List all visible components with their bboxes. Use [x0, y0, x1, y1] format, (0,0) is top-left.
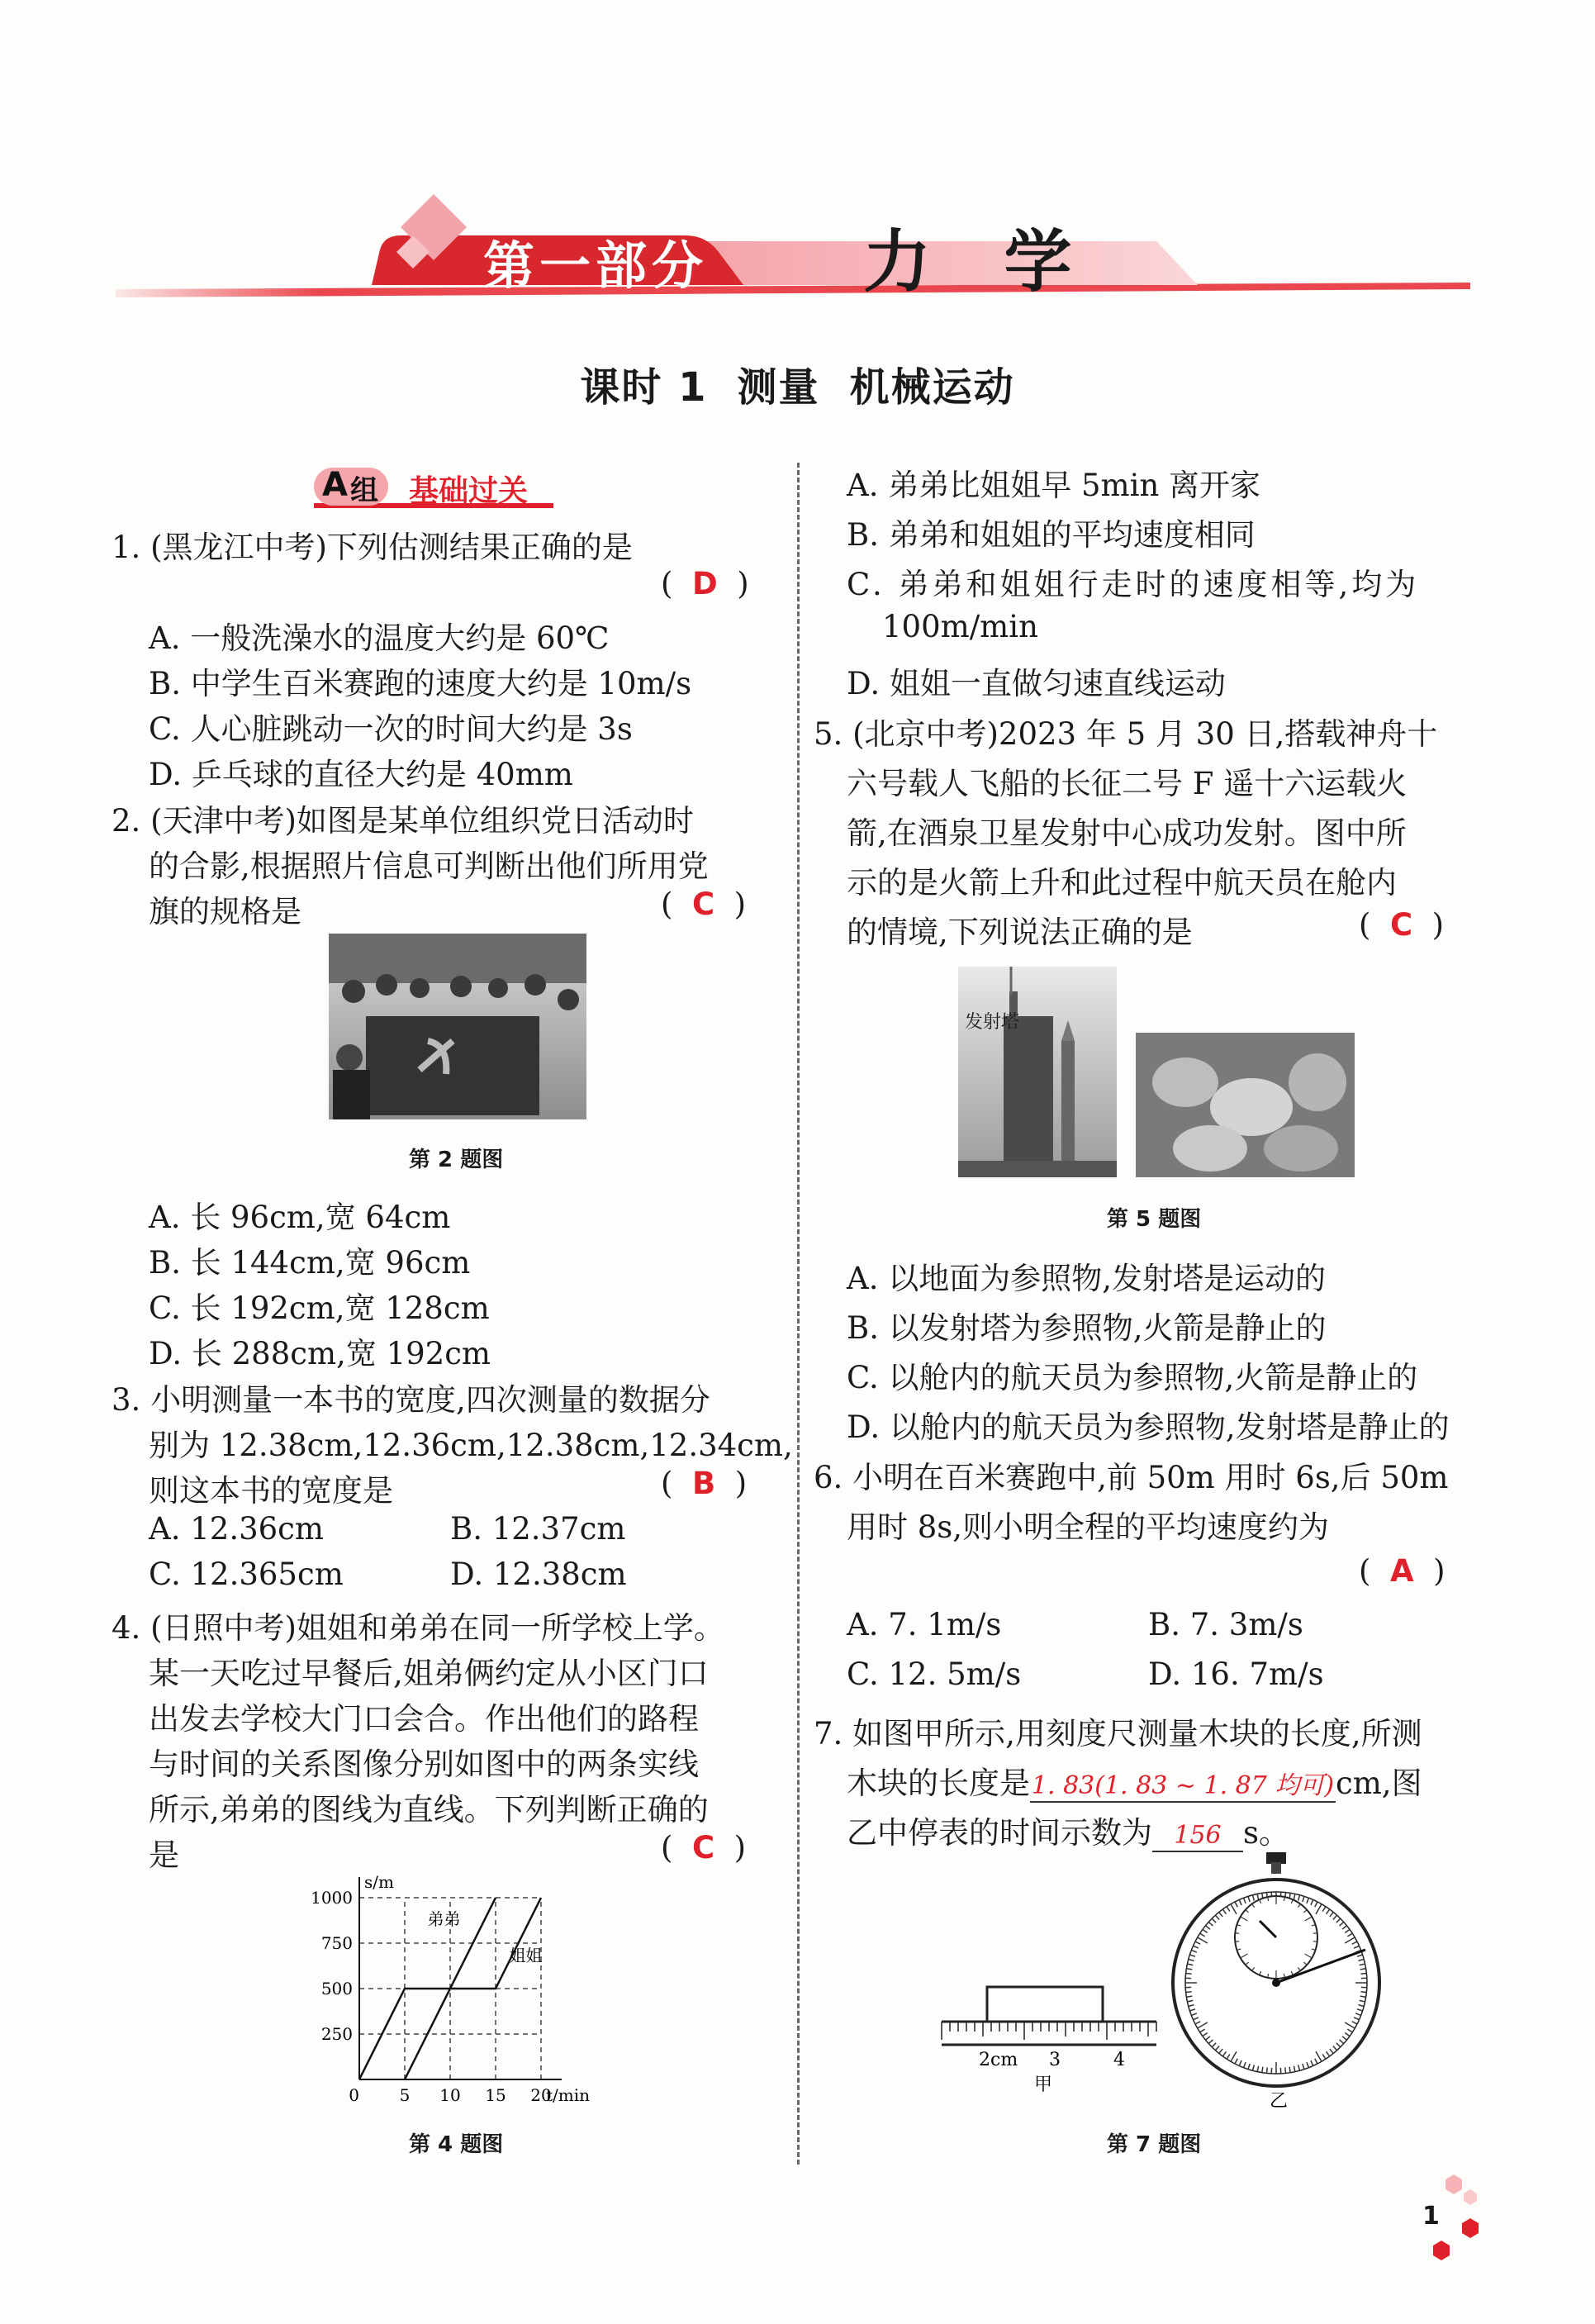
legend-sister: 姐姐	[509, 1946, 543, 1965]
q3-stem-line: 则这本书的宽度是	[149, 1473, 393, 1509]
y-axis-label: s/m	[364, 1872, 394, 1892]
distance-time-chart	[297, 1869, 628, 2117]
q7-line3-post: s。	[1243, 1815, 1289, 1851]
ruler-label-3: 3	[1049, 2050, 1061, 2070]
x-axis-label: t/min	[546, 2085, 591, 2105]
subject-title: 力 学	[863, 223, 1097, 302]
q7-stem-line2	[847, 1758, 1422, 1803]
q5-option-c: C. 以舱内的航天员为参照物,火箭是静止的	[847, 1360, 1418, 1395]
q3-answer-box: ( B )	[661, 1466, 748, 1501]
q2-stem-line: 旗的规格是	[149, 894, 301, 929]
q1-answer: D	[691, 566, 718, 601]
q3-option-d: D. 12.38cm	[450, 1556, 627, 1592]
wood-block	[987, 1987, 1103, 2022]
q7-caption: 第 7 题图	[1107, 2132, 1202, 2157]
q6-option-d: D. 16. 7m/s	[1148, 1656, 1324, 1692]
q4-answer-box: ( C )	[661, 1830, 747, 1865]
group-badge	[306, 463, 562, 514]
x-tick-label: 10	[439, 2085, 461, 2105]
q6-stem-line: 6. 小明在百米赛跑中,前 50m 用时 6s,后 50m	[814, 1460, 1449, 1495]
q5-option-a: A. 以地面为参照物,发射塔是运动的	[847, 1261, 1327, 1296]
q6-stem-line: 用时 8s,则小明全程的平均速度约为	[847, 1509, 1330, 1545]
q2-stem-line: 的合影,根据照片信息可判断出他们所用党	[149, 848, 709, 884]
q4-option-a: A. 弟弟比姐姐早 5min 离开家	[847, 468, 1261, 503]
q6-option-a: A. 7. 1m/s	[847, 1607, 1002, 1642]
q7-line2-post: cm,图	[1336, 1766, 1422, 1801]
x-tick-label: 5	[399, 2085, 411, 2105]
y-tick-label: 500	[320, 1979, 353, 1998]
banner-graphic	[116, 190, 1470, 314]
part-title: 第一部分	[483, 235, 709, 296]
q4-option-c: C. 弟弟和姐姐行走时的速度相等,均为	[847, 567, 1420, 602]
q7-stem-line1: 7. 如图甲所示,用刻度尺测量木块的长度,所测	[814, 1716, 1422, 1751]
q5-caption: 第 5 题图	[1107, 1207, 1202, 1232]
label-yi: 乙	[1270, 2091, 1289, 2112]
group-title: 基础过关	[409, 474, 529, 508]
q4-option-d: D. 姐姐一直做匀速直线运动	[847, 666, 1226, 701]
lesson-topic-b: 机械运动	[849, 364, 1015, 411]
lesson-title	[0, 355, 1595, 412]
ruler-figure	[933, 1979, 1165, 2094]
page-number: 1	[1422, 2202, 1440, 2231]
label-jia: 甲	[1034, 2074, 1053, 2094]
q3-stem-line: 别为 12.38cm,12.36cm,12.38cm,12.34cm,	[149, 1428, 793, 1463]
q7-line3-pre: 乙中停表的时间示数为	[847, 1815, 1152, 1851]
q2-option-c: C. 长 192cm,宽 128cm	[149, 1290, 490, 1326]
q5-stem-line: 的情境,下列说法正确的是	[847, 915, 1193, 950]
lesson-topic-a: 测量	[737, 364, 820, 411]
tower-illustration	[958, 967, 1117, 1177]
q6-answer: A	[1389, 1553, 1414, 1589]
q2-answer: C	[691, 886, 715, 922]
q2-option-b: B. 长 144cm,宽 96cm	[149, 1245, 471, 1281]
q4-option-b: B. 弟弟和姐姐的平均速度相同	[847, 517, 1256, 553]
q2-stem-line: 2. (天津中考)如图是某单位组织党日活动时	[112, 803, 694, 839]
q1-stem: 1. (黑龙江中考)下列估测结果正确的是	[112, 530, 633, 565]
astronaut-cabin-photo	[1136, 1033, 1355, 1177]
q4-stem-line: 与时间的关系图像分别如图中的两条实线	[149, 1747, 699, 1782]
section-banner	[116, 190, 1470, 314]
y-tick-label: 1000	[311, 1888, 353, 1908]
q7-blank-time[interactable]	[1152, 1815, 1243, 1852]
group-photo	[329, 934, 586, 1119]
q4-answer: C	[691, 1830, 715, 1865]
q2-option-d: D. 长 288cm,宽 192cm	[149, 1336, 491, 1371]
q4-stem-line: 4. (日照中考)姐姐和弟弟在同一所学校上学。	[112, 1610, 724, 1646]
q5-answer-box: ( C )	[1359, 907, 1445, 943]
q5-stem-line: 箭,在酒泉卫星发射中心成功发射。图中所	[847, 815, 1407, 851]
q6-option-b: B. 7. 3m/s	[1148, 1607, 1303, 1642]
q5-stem-line: 示的是火箭上升和此过程中航天员在舱内	[847, 865, 1397, 901]
group-letter: A	[322, 466, 348, 504]
ruler-label-2: 2cm	[979, 2050, 1018, 2070]
q3-option-a: A. 12.36cm	[149, 1511, 324, 1547]
legend-brother: 弟弟	[427, 1909, 461, 1929]
q7-line2-pre: 木块的长度是	[847, 1766, 1030, 1801]
x-tick-label: 20	[530, 2085, 552, 2105]
cabin-illustration	[1136, 1033, 1355, 1177]
q4-option-c-cont: 100m/min	[882, 609, 1038, 644]
q5-stem-line: 六号载人飞船的长征二号 F 遥十六运载火	[847, 766, 1407, 801]
q5-stem-line: 5. (北京中考)2023 年 5 月 30 日,搭载神舟十	[814, 716, 1438, 752]
q1-option-b: B. 中学生百米赛跑的速度大约是 10m/s	[149, 666, 692, 701]
q2-option-a: A. 长 96cm,宽 64cm	[149, 1200, 451, 1235]
q7-blank-length[interactable]	[1030, 1765, 1336, 1803]
q6-answer-box: ( A )	[1359, 1553, 1445, 1589]
stopwatch-figure	[1169, 1851, 1384, 2115]
q1-option-c: C. 人心脏跳动一次的时间大约是 3s	[149, 711, 633, 747]
x-tick-label: 0	[349, 2085, 359, 2105]
q4-stem-line: 是	[149, 1837, 179, 1873]
column-divider	[797, 463, 800, 2165]
q5-answer: C	[1389, 907, 1413, 943]
q4-stem-line: 所示,弟弟的图线为直线。下列判断正确的	[149, 1792, 709, 1827]
photo-label-tower: 发射塔	[965, 1012, 1020, 1033]
q5-option-b: B. 以发射塔为参照物,火箭是静止的	[847, 1310, 1327, 1346]
q6-option-c: C. 12. 5m/s	[847, 1656, 1022, 1692]
q2-answer-box: ( C )	[661, 886, 747, 922]
q7-answer-length: 1. 83(1. 83 ~ 1. 87 均可)	[1031, 1771, 1335, 1800]
photo-illustration	[329, 934, 586, 1119]
x-tick-label: 15	[485, 2085, 506, 2105]
q3-option-c: C. 12.365cm	[149, 1556, 344, 1592]
q4-stem-line: 某一天吃过早餐后,姐弟俩约定从小区门口	[149, 1656, 709, 1691]
q3-option-b: B. 12.37cm	[450, 1511, 626, 1547]
q1-answer-box: ( D )	[661, 566, 749, 601]
ruler-label-4: 4	[1113, 2050, 1125, 2070]
group-label: 组	[350, 474, 378, 507]
q5-option-d: D. 以舱内的航天员为参照物,发射塔是静止的	[847, 1409, 1450, 1445]
lesson-number: 课时 1	[580, 364, 708, 411]
launch-tower-photo	[958, 967, 1117, 1177]
q3-answer: B	[691, 1466, 716, 1501]
chart-axes	[359, 1877, 562, 2079]
q7-stem-line3	[847, 1808, 1289, 1852]
q4-caption: 第 4 题图	[409, 2132, 504, 2157]
y-tick-label: 250	[320, 2024, 353, 2044]
q1-option-a: A. 一般洗澡水的温度大约是 60℃	[149, 620, 610, 656]
q2-caption: 第 2 题图	[409, 1148, 504, 1172]
q4-stem-line: 出发去学校大门口会合。作出他们的路程	[149, 1701, 699, 1737]
q7-answer-time: 156	[1174, 1821, 1222, 1850]
q3-stem-line: 3. 小明测量一本书的宽度,四次测量的数据分	[112, 1382, 710, 1418]
y-tick-label: 750	[320, 1933, 353, 1953]
q1-option-d: D. 乒乓球的直径大约是 40mm	[149, 757, 573, 792]
